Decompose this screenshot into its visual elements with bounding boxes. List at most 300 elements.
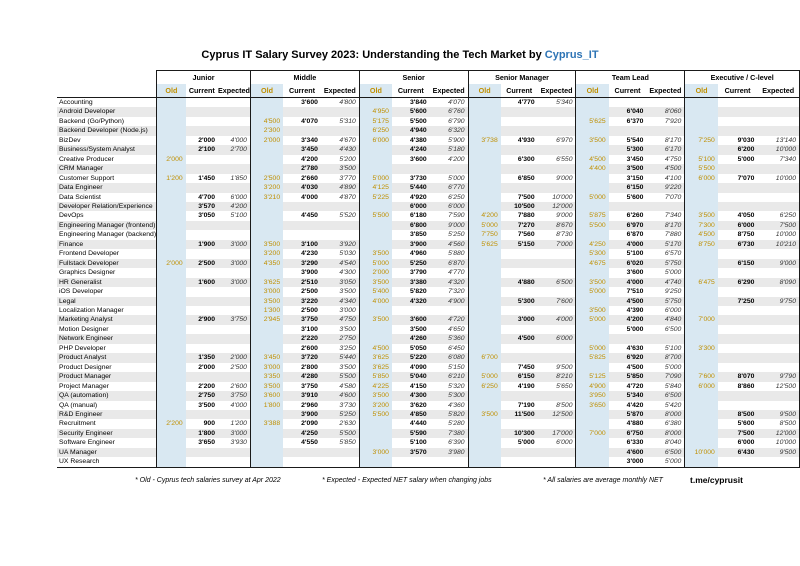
salary-cell: [468, 278, 501, 287]
salary-cell: [250, 448, 283, 457]
salary-cell: 3'500: [359, 278, 392, 287]
salary-cell: [685, 297, 718, 306]
salary-cell: 4'000: [626, 240, 644, 248]
telegram-link[interactable]: t.me/cyprusit: [690, 475, 743, 485]
salary-cell: 6'000: [685, 174, 718, 183]
salary-cell: [501, 457, 538, 467]
salary-cell: [157, 249, 186, 258]
salary-cell: 3'250: [339, 344, 356, 352]
salary-cell: 4'720: [626, 382, 644, 390]
table-row: [57, 193, 800, 202]
salary-cell: 8'070: [737, 373, 755, 381]
salary-cell: 4'000: [556, 316, 573, 324]
salary-cell: 5'000: [517, 439, 535, 447]
role-cell: iOS Developer: [59, 288, 104, 296]
salary-cell: 6'750: [626, 429, 644, 437]
salary-cell: 4'050: [737, 212, 755, 220]
salary-cell: [186, 372, 218, 381]
salary-cell: 4'500: [576, 155, 609, 164]
salary-cell: 4'070: [448, 99, 465, 106]
subheader-expected: Expected: [218, 84, 250, 98]
table-row: [57, 429, 800, 438]
salary-cell: 4'360: [448, 401, 465, 409]
salary-cell: [718, 353, 758, 362]
salary-cell: 3'300: [685, 344, 718, 353]
salary-cell: [718, 107, 758, 116]
salary-cell: 7'000: [556, 240, 573, 248]
salary-cell: [646, 98, 684, 108]
salary-cell: [501, 353, 538, 362]
salary-cell: 2'700: [230, 146, 247, 154]
salary-cell: [576, 230, 609, 239]
salary-cell: 12'000: [757, 429, 799, 438]
salary-cell: 2'500: [250, 174, 283, 183]
salary-cell: 6'200: [737, 146, 755, 154]
table-row: [57, 353, 800, 362]
salary-cell: 2'500: [301, 306, 318, 314]
salary-cell: [576, 202, 609, 211]
salary-cell: 7'590: [448, 212, 465, 220]
salary-cell: 2'220: [301, 335, 318, 343]
role-cell: Software Engineer: [59, 439, 115, 447]
salary-cell: 5'600: [409, 108, 427, 116]
salary-cell: [718, 344, 758, 353]
salary-cell: 3'620: [409, 401, 427, 409]
salary-cell: 7'880: [517, 212, 535, 220]
salary-cell: [218, 457, 250, 467]
salary-cell: 8'670: [556, 221, 573, 229]
table-row: [57, 448, 800, 457]
salary-cell: [157, 136, 186, 145]
salary-cell: 5'200: [339, 155, 356, 163]
salary-cell: [430, 457, 468, 467]
salary-cell: [501, 107, 538, 116]
salary-cell: [501, 391, 538, 400]
salary-cell: [218, 230, 250, 239]
salary-cell: [757, 98, 799, 108]
salary-cell: [468, 249, 501, 258]
salary-cell: [157, 457, 186, 467]
salary-cell: 6'000: [737, 221, 755, 229]
salary-cell: [576, 438, 609, 447]
salary-cell: 4'400: [576, 164, 609, 173]
salary-cell: 3'910: [301, 392, 318, 400]
salary-cell: [757, 391, 799, 400]
role-cell: Data Engineer: [59, 184, 103, 192]
salary-cell: 5'440: [339, 354, 356, 362]
salary-cell: [250, 325, 283, 334]
subheader-old: Old: [359, 84, 392, 98]
salary-cell: [157, 126, 186, 135]
salary-cell: 6'170: [664, 146, 682, 154]
salary-cell: [718, 401, 758, 410]
salary-cell: 4'390: [626, 306, 644, 314]
salary-cell: 6'290: [737, 278, 755, 286]
salary-cell: [250, 107, 283, 116]
salary-cell: 5'340: [556, 99, 573, 106]
salary-cell: [609, 334, 647, 343]
salary-table: [57, 70, 800, 468]
salary-cell: 4'200: [230, 202, 247, 210]
salary-cell: 4'650: [448, 325, 465, 333]
table-row: [57, 401, 800, 410]
table-row: [57, 325, 800, 334]
salary-cell: [283, 448, 321, 457]
table-row: [57, 240, 800, 249]
salary-cell: 4'320: [448, 278, 465, 286]
salary-cell: [218, 334, 250, 343]
salary-cell: [576, 448, 609, 457]
salary-cell: [157, 429, 186, 438]
salary-cell: [430, 164, 468, 173]
salary-cell: [685, 363, 718, 372]
salary-cell: 6'000: [556, 335, 573, 343]
salary-cell: [250, 230, 283, 239]
salary-cell: 3'500: [626, 165, 644, 173]
salary-cell: [538, 145, 576, 154]
role-cell: HR Generalist: [59, 278, 102, 286]
subheader-old: Old: [250, 84, 283, 98]
salary-cell: 7'500: [517, 193, 535, 201]
salary-cell: 4'380: [409, 136, 427, 144]
salary-cell: 3'600: [301, 99, 318, 106]
salary-cell: 5'000: [468, 372, 501, 381]
table-row: [57, 230, 800, 239]
salary-cell: 5'000: [468, 221, 501, 230]
salary-cell: 3'790: [409, 269, 427, 277]
salary-cell: [609, 98, 647, 108]
salary-cell: [157, 363, 186, 372]
salary-cell: 6'500: [556, 278, 573, 286]
salary-cell: 2'200: [198, 382, 215, 390]
salary-cell: 7'880: [664, 231, 682, 239]
salary-cell: [501, 448, 538, 457]
salary-cell: 12'500: [757, 382, 799, 391]
role-cell: Backend (Go/Python): [59, 117, 124, 125]
brand-name: Cyprus_IT: [544, 49, 599, 61]
table-row: [57, 334, 800, 343]
salary-cell: [186, 164, 218, 173]
salary-cell: 3'900: [301, 269, 318, 277]
salary-cell: 6'150: [517, 373, 535, 381]
salary-cell: 6'800: [409, 221, 427, 229]
salary-cell: [359, 230, 392, 239]
salary-cell: [576, 325, 609, 334]
salary-cell: [468, 107, 501, 116]
salary-cell: 6'790: [448, 117, 465, 125]
role-cell: Project Manager: [59, 382, 109, 390]
salary-cell: 5'650: [556, 382, 573, 390]
salary-cell: [157, 344, 186, 353]
salary-cell: [538, 259, 576, 268]
salary-cell: [576, 410, 609, 419]
salary-cell: 10'000: [685, 448, 718, 457]
salary-cell: [250, 334, 283, 343]
salary-cell: [501, 145, 538, 154]
role-cell: BizDev: [59, 136, 81, 144]
salary-cell: 4'440: [409, 420, 427, 428]
role-cell: Product Designer: [59, 363, 112, 371]
salary-cell: [157, 221, 186, 230]
salary-cell: [685, 117, 718, 126]
salary-cell: [501, 268, 538, 277]
salary-cell: 3'500: [359, 315, 392, 324]
salary-cell: 5'000: [626, 325, 644, 333]
salary-cell: [157, 117, 186, 126]
salary-cell: 2'090: [301, 420, 318, 428]
salary-cell: 5'125: [576, 372, 609, 381]
salary-cell: [538, 107, 576, 116]
salary-cell: 4'030: [301, 184, 318, 192]
salary-cell: 4'500: [664, 165, 682, 173]
salary-cell: 5'000: [448, 174, 465, 182]
salary-cell: 7'250: [737, 297, 755, 305]
salary-cell: 2'960: [301, 401, 318, 409]
salary-cell: 8'000: [664, 429, 682, 437]
salary-cell: 4'240: [409, 146, 427, 154]
salary-cell: 5'000: [576, 287, 609, 296]
salary-cell: 5'500: [359, 410, 392, 419]
salary-cell: 900: [203, 420, 215, 428]
salary-cell: 5'900: [448, 136, 465, 144]
salary-cell: 9'000: [757, 259, 799, 268]
table-row: [57, 136, 800, 145]
salary-cell: 5'000: [664, 269, 682, 277]
salary-cell: 10'500: [514, 202, 535, 210]
salary-cell: 5'600: [626, 193, 644, 201]
salary-cell: 8'700: [664, 354, 682, 362]
salary-cell: [757, 325, 799, 334]
salary-cell: [718, 287, 758, 296]
salary-cell: 5'000: [664, 363, 682, 371]
salary-cell: 6'430: [737, 448, 755, 456]
salary-cell: 10'000: [757, 438, 799, 447]
salary-cell: 6'000: [556, 439, 573, 447]
salary-cell: 6'850: [517, 174, 535, 182]
salary-cell: 3'500: [576, 306, 609, 315]
salary-cell: 4'960: [409, 250, 427, 258]
salary-cell: [250, 145, 283, 154]
salary-cell: 2'800: [301, 363, 318, 371]
salary-cell: [757, 193, 799, 202]
salary-cell: [757, 363, 799, 372]
salary-cell: 3'730: [339, 401, 356, 409]
salary-cell: 5'420: [664, 401, 682, 409]
salary-cell: 3'500: [576, 136, 609, 145]
salary-cell: [757, 126, 799, 135]
salary-cell: 3'200: [250, 183, 283, 192]
salary-cell: [757, 183, 799, 192]
table-row: [57, 287, 800, 296]
salary-cell: 3'150: [626, 174, 644, 182]
salary-cell: [283, 221, 321, 230]
salary-cell: [157, 164, 186, 173]
salary-cell: 3'650: [198, 439, 215, 447]
salary-cell: [359, 98, 392, 108]
salary-cell: 3'625: [359, 353, 392, 362]
salary-cell: 7'500: [757, 221, 799, 230]
salary-cell: [609, 126, 647, 135]
salary-cell: 5'850: [626, 373, 644, 381]
subheader-old: Old: [157, 84, 186, 98]
table-row: [57, 306, 800, 315]
salary-cell: [283, 126, 321, 135]
salary-cell: 3'100: [301, 325, 318, 333]
salary-cell: [186, 221, 218, 230]
salary-cell: 9'500: [757, 448, 799, 457]
salary-cell: [186, 98, 218, 108]
salary-cell: [186, 297, 218, 306]
table-row: [57, 202, 800, 211]
role-cell: Recruitment: [59, 420, 96, 428]
salary-cell: [538, 457, 576, 467]
salary-cell: 4'880: [517, 278, 535, 286]
salary-cell: [576, 107, 609, 116]
salary-cell: 6'000: [409, 202, 427, 210]
salary-cell: [501, 325, 538, 334]
salary-cell: [468, 363, 501, 372]
salary-cell: [218, 107, 250, 116]
salary-cell: [468, 448, 501, 457]
salary-cell: [321, 221, 359, 230]
salary-cell: 3'050: [198, 212, 215, 220]
salary-cell: 4'100: [664, 174, 682, 182]
salary-cell: [685, 401, 718, 410]
salary-cell: 6'760: [448, 108, 465, 116]
salary-cell: [321, 448, 359, 457]
salary-cell: [718, 126, 758, 135]
salary-cell: 5'100: [626, 250, 644, 258]
salary-cell: 1'850: [230, 174, 247, 182]
salary-cell: 8'000: [664, 410, 682, 418]
salary-cell: [501, 117, 538, 126]
salary-cell: 4'500: [517, 335, 535, 343]
salary-cell: 2'600: [230, 382, 247, 390]
role-cell: Legal: [59, 297, 76, 305]
salary-cell: 3'000: [339, 306, 356, 314]
salary-cell: [157, 183, 186, 192]
salary-cell: [501, 419, 538, 428]
salary-cell: 3'750: [301, 382, 318, 390]
salary-cell: [218, 306, 250, 315]
salary-cell: 17'000: [552, 429, 573, 437]
salary-cell: 4'540: [339, 259, 356, 267]
salary-cell: [157, 193, 186, 202]
salary-cell: [359, 419, 392, 428]
salary-cell: [468, 98, 501, 108]
role-cell: Developer Relation/Experience: [59, 202, 153, 210]
salary-cell: 3'840: [409, 99, 427, 106]
table-row: [57, 315, 800, 324]
salary-cell: 5'840: [664, 382, 682, 390]
salary-cell: 4'630: [626, 344, 644, 352]
page-title-text: Cyprus IT Salary Survey 2023: Understanding the Tech Market by: [201, 49, 545, 61]
table-row: [57, 372, 800, 381]
salary-cell: [157, 297, 186, 306]
salary-cell: 6'500: [664, 448, 682, 456]
salary-cell: 5'850: [339, 439, 356, 447]
salary-cell: 4'200: [301, 155, 318, 163]
salary-cell: [757, 268, 799, 277]
salary-cell: [468, 287, 501, 296]
role-cell: Product Manager: [59, 373, 112, 381]
salary-cell: [757, 107, 799, 116]
salary-cell: 4'450: [301, 212, 318, 220]
salary-cell: [685, 353, 718, 362]
salary-cell: 3'930: [230, 439, 247, 447]
salary-cell: 3'000: [250, 363, 283, 372]
salary-cell: 3'770: [339, 174, 356, 182]
salary-cell: 5'000: [646, 457, 684, 467]
role-cell: Graphics Designer: [59, 269, 116, 277]
salary-cell: 3'500: [468, 410, 501, 419]
salary-cell: [157, 240, 186, 249]
role-cell: UX Research: [57, 457, 157, 467]
salary-cell: [186, 457, 218, 467]
role-cell: Fullstack Developer: [59, 259, 119, 267]
salary-cell: [250, 202, 283, 211]
salary-cell: [685, 429, 718, 438]
salary-cell: 1'350: [198, 354, 215, 362]
role-cell: Localization Manager: [59, 306, 124, 314]
salary-cell: [685, 259, 718, 268]
table-row: [57, 278, 800, 287]
salary-cell: 5'000: [576, 193, 609, 202]
salary-cell: 4'900: [448, 297, 465, 305]
salary-cell: 7'600: [685, 372, 718, 381]
salary-cell: 3'500: [409, 325, 427, 333]
table-row: [57, 391, 800, 400]
salary-cell: 5'100: [409, 439, 427, 447]
salary-cell: 2'945: [250, 315, 283, 324]
salary-cell: 10'000: [757, 174, 799, 183]
salary-cell: 6'020: [626, 259, 644, 267]
salary-cell: 5'050: [409, 344, 427, 352]
salary-cell: [538, 306, 576, 315]
salary-cell: [718, 306, 758, 315]
salary-cell: 8'750: [737, 231, 755, 239]
salary-cell: [186, 448, 218, 457]
salary-cell: [501, 259, 538, 268]
role-column-header: [57, 71, 157, 85]
salary-cell: [646, 334, 684, 343]
salary-cell: [321, 457, 359, 467]
salary-cell: [468, 126, 501, 135]
subheader-expected: Expected: [646, 84, 684, 98]
role-cell: Data Scientist: [59, 193, 101, 201]
salary-cell: [576, 334, 609, 343]
salary-cell: 7'070: [737, 174, 755, 182]
salary-cell: 4'000: [230, 136, 247, 144]
salary-cell: 4'920: [409, 193, 427, 201]
salary-cell: [359, 145, 392, 154]
salary-cell: 5'440: [409, 184, 427, 192]
table-row: [57, 410, 800, 419]
role-cell: Creative Producer: [59, 155, 114, 163]
salary-cell: 6'000: [664, 306, 682, 314]
salary-cell: [359, 457, 392, 467]
salary-cell: 3'500: [576, 278, 609, 287]
salary-cell: [321, 126, 359, 135]
role-subheader-spacer: [57, 84, 157, 98]
salary-cell: [576, 126, 609, 135]
salary-cell: [685, 438, 718, 447]
salary-cell: 6'180: [409, 212, 427, 220]
footnote-expected: * Expected - Expected NET salary when changing jobs: [322, 477, 492, 484]
salary-cell: [321, 230, 359, 239]
salary-cell: [646, 202, 684, 211]
salary-cell: 4'600: [339, 392, 356, 400]
